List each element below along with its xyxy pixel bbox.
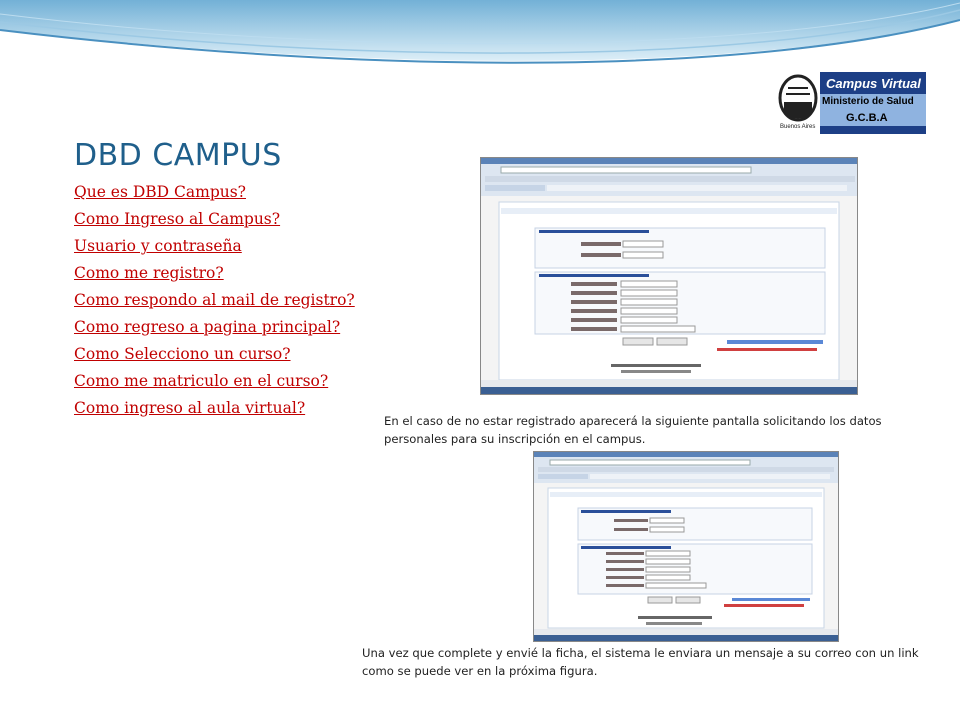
menu-link-matriculo[interactable]: Como me matriculo en el curso? bbox=[74, 372, 329, 390]
logo-line1: Campus Virtual bbox=[826, 76, 921, 91]
menu-link-usuario[interactable]: Usuario y contraseña bbox=[74, 237, 242, 255]
faq-menu bbox=[74, 182, 374, 425]
top-wave-decoration bbox=[0, 0, 960, 80]
caption-registration: En el caso de no estar registrado aparecerá la siguiente pantalla solicitando los datos personales para su inscripción en el campus. bbox=[384, 414, 882, 446]
menu-link-que-es[interactable]: Que es DBD Campus? bbox=[74, 183, 246, 201]
menu-link-regreso[interactable]: Como regreso a pagina principal? bbox=[74, 318, 341, 336]
menu-link-como-ingreso[interactable]: Como Ingreso al Campus? bbox=[74, 210, 281, 228]
caption-email-confirmation: Una vez que complete y envié la ficha, el sistema le enviara un mensaje a su correo con un link como se puede ver en la próxima figura. bbox=[362, 646, 919, 678]
logo-city: Buenos Aires bbox=[780, 124, 816, 130]
buenos-aires-emblem-icon bbox=[778, 74, 818, 126]
page-title: DBD CAMPUS bbox=[74, 138, 282, 173]
logo-line3: G.C.B.A bbox=[846, 112, 888, 124]
screenshot-registration-form-submitted bbox=[533, 451, 839, 642]
registration-form-image-2 bbox=[534, 452, 838, 641]
menu-link-registro[interactable]: Como me registro? bbox=[74, 264, 224, 282]
registration-form-image bbox=[481, 158, 857, 394]
menu-link-mail[interactable]: Como respondo al mail de registro? bbox=[74, 291, 355, 309]
campus-virtual-logo bbox=[778, 72, 928, 136]
menu-link-curso[interactable]: Como Selecciono un curso? bbox=[74, 345, 291, 363]
logo-line2: Ministerio de Salud bbox=[822, 96, 914, 107]
menu-link-aula[interactable]: Como ingreso al aula virtual? bbox=[74, 399, 306, 417]
screenshot-registration-form bbox=[480, 157, 858, 395]
